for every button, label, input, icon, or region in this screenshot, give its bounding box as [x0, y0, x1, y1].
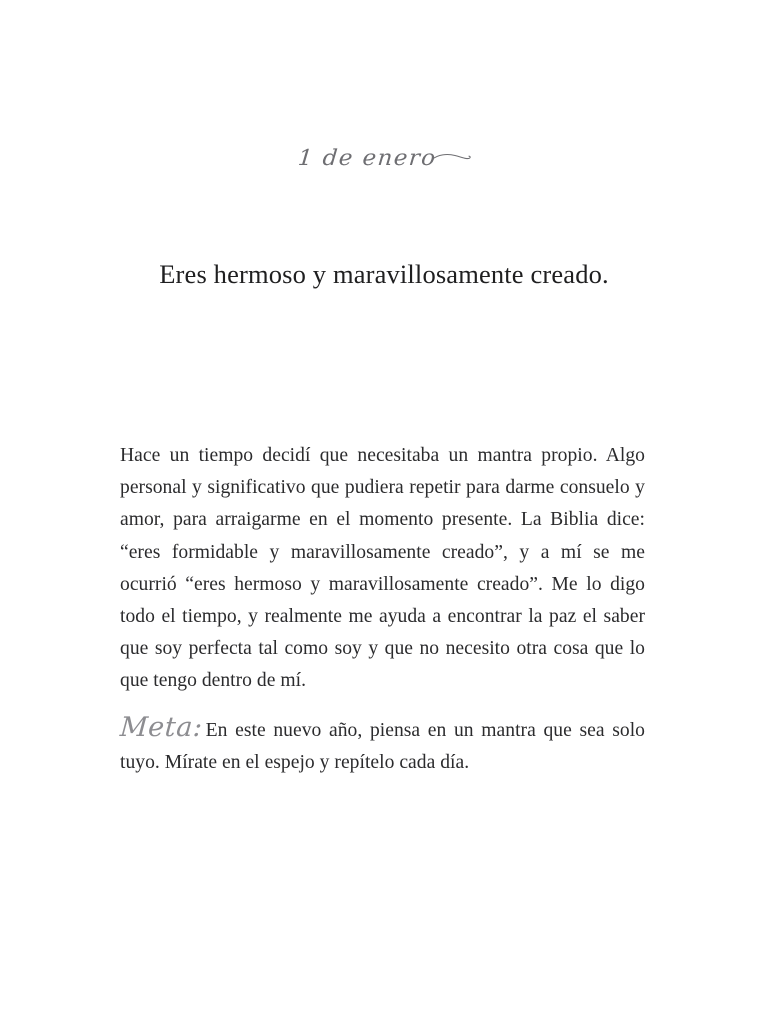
entry-date-text: 1 de enero	[296, 145, 438, 171]
goal-text: En este nuevo año, piensa en un mantra que sea solo tuyo. Mírate en el espejo y repítelo cada día.	[120, 719, 645, 773]
entry-title: Eres hermoso y maravillosamente creado.	[159, 259, 609, 289]
entry-goal-paragraph: Meta:En este nuevo año, piensa en un mantra que sea solo tuyo. Mírate en el espejo y repítelo cada día.	[118, 711, 645, 773]
entry-paragraph: Hace un tiempo decidí que necesitaba un mantra propio. Algo personal y significativo que pudiera repetir para darme consuelo y amor, para arraigarme en el momento presente. La Biblia dice: “eres formidable y maravillosamente creado”, y a mí se me ocurrió “eres hermoso y maravillosamente creado”. Me lo digo todo el tiempo, y realmente me ayuda a encontrar la paz el saber que soy perfecta tal como soy y que no necesito otra cosa que lo que tengo dentro de mí.	[120, 445, 645, 692]
entry-date-header	[0, 146, 768, 170]
calligraphic-swash-icon	[431, 152, 471, 170]
entry-body	[120, 440, 645, 779]
